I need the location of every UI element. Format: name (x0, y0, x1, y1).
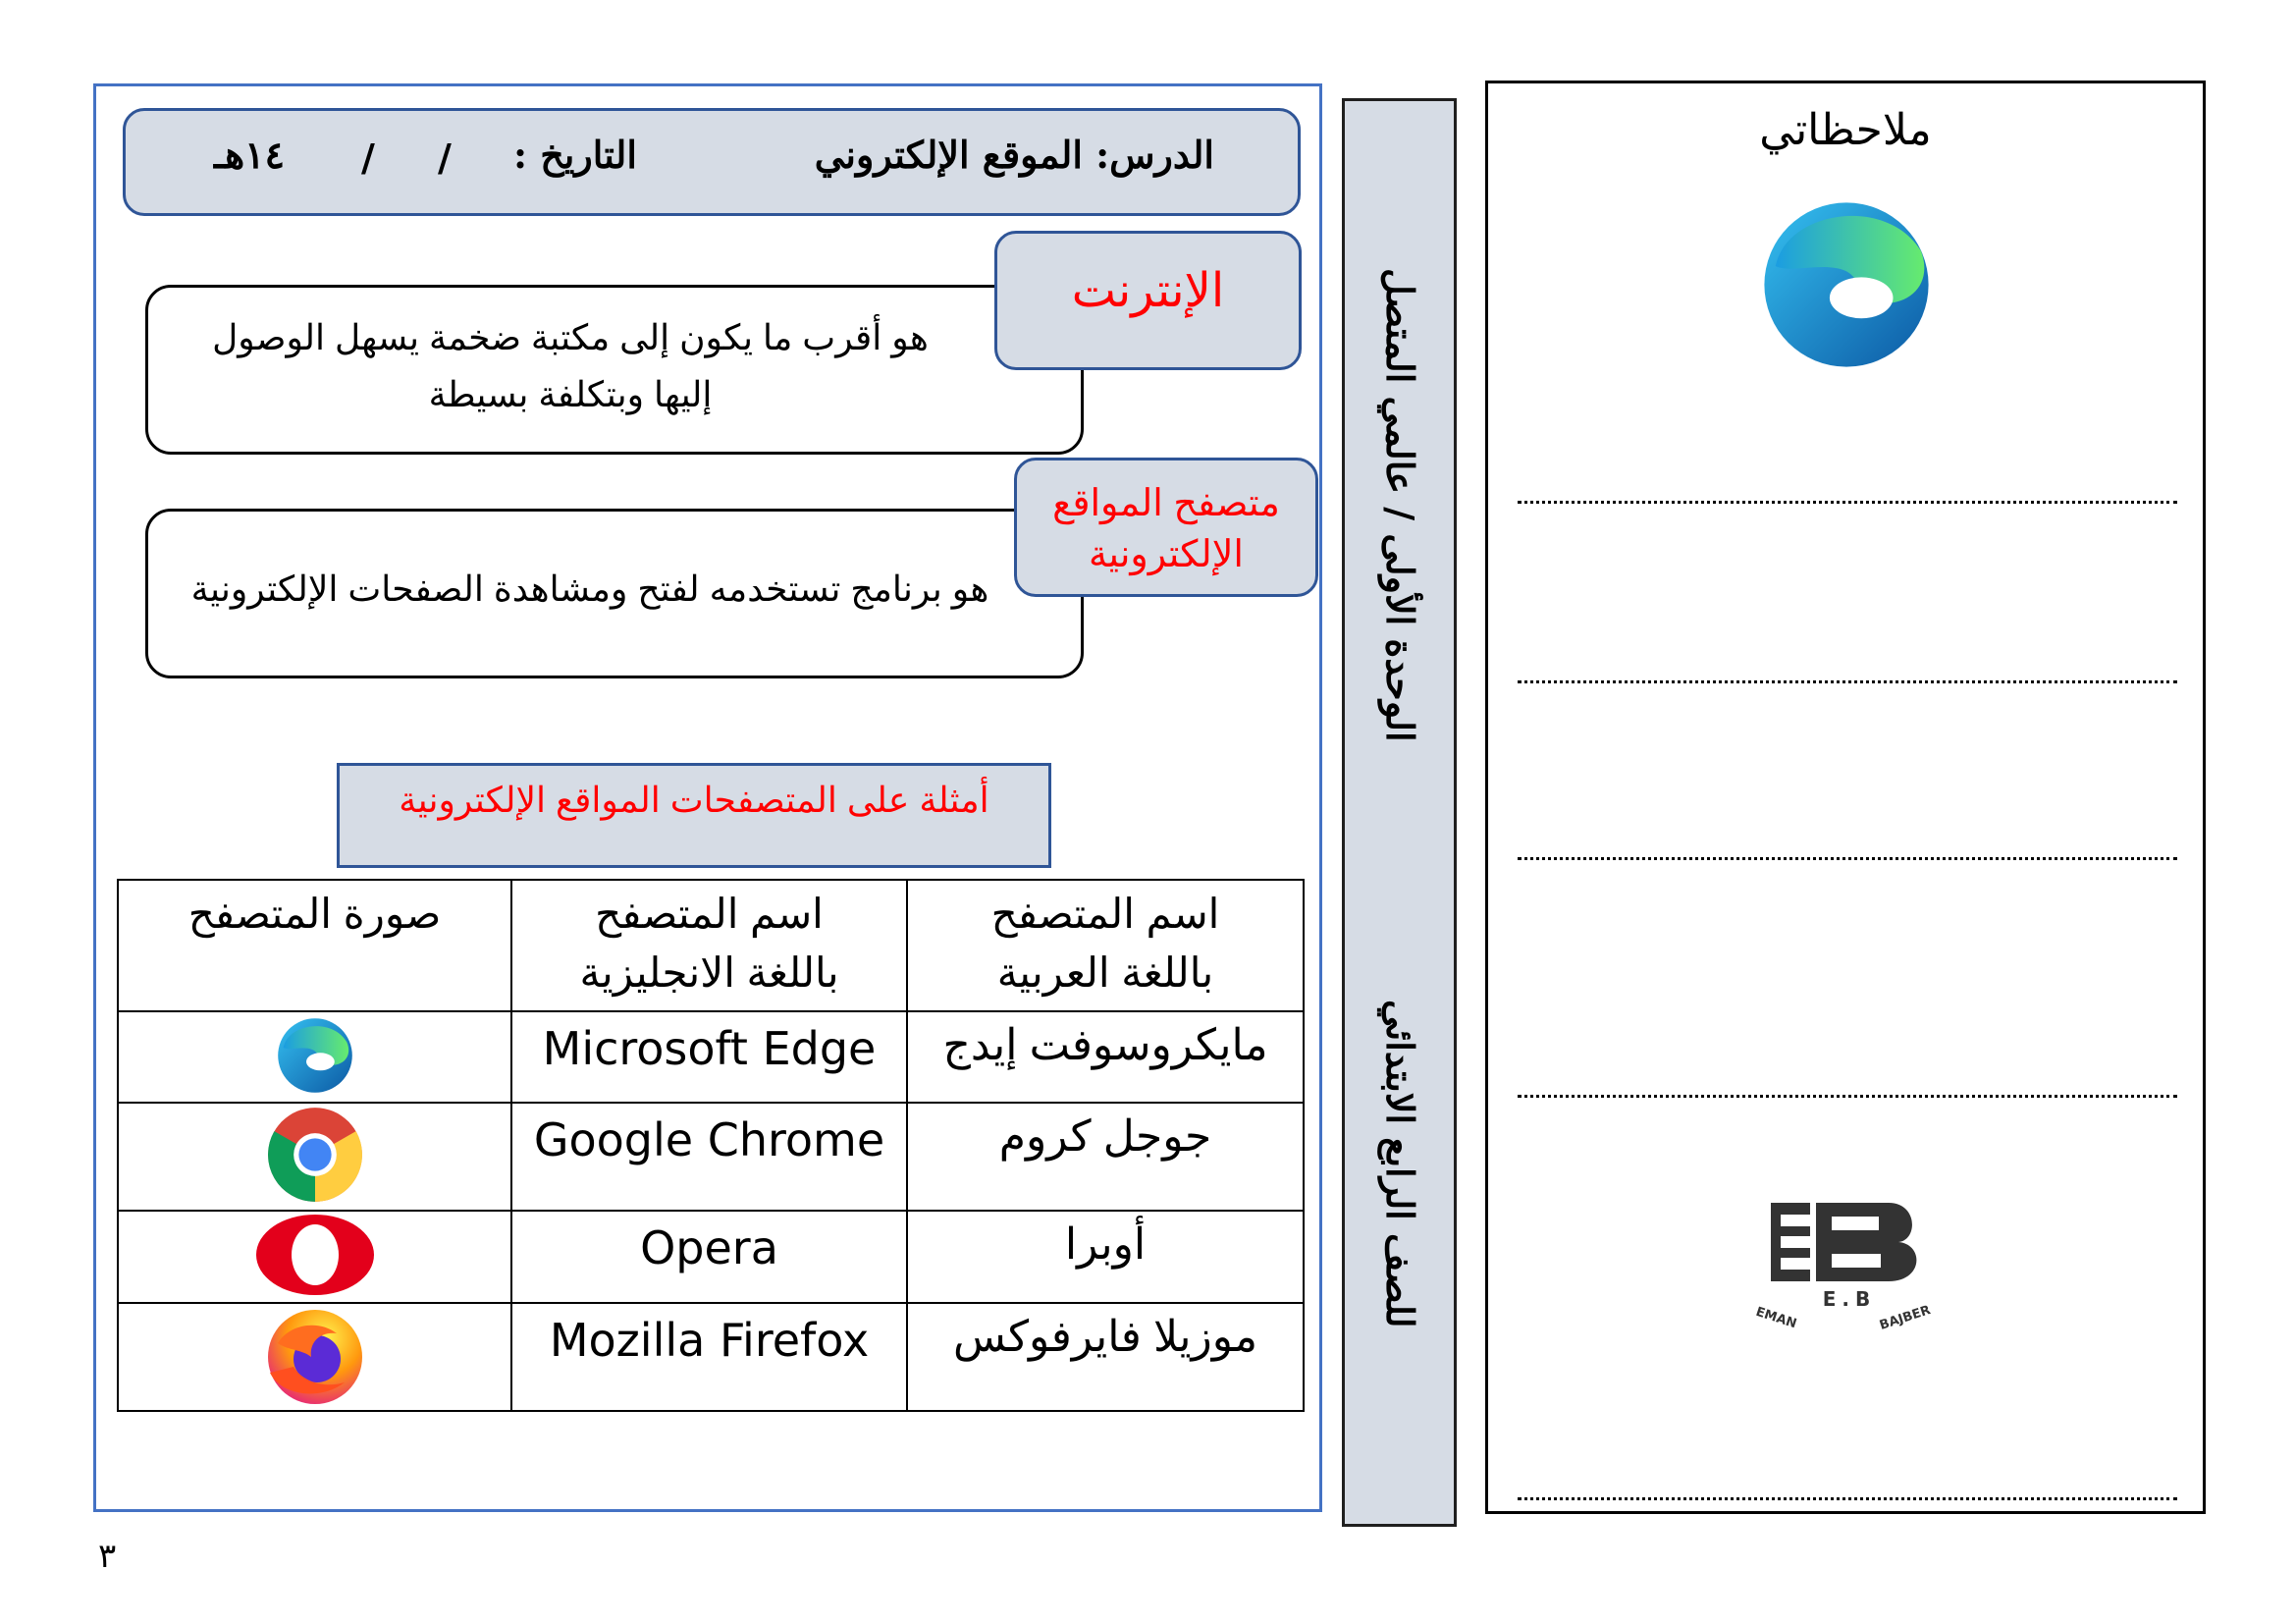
internet-definition-line: إليها وبتكلفة بسيطة (428, 374, 713, 414)
firefox-icon (250, 1304, 380, 1406)
note-line (1518, 501, 2177, 504)
internet-term: الإنترنت (1071, 265, 1225, 317)
browser-arabic-name: جوجل كروم (907, 1103, 1304, 1211)
header-text: اسم المتصفح (595, 891, 824, 937)
browser-english-name: Mozilla Firefox (511, 1303, 907, 1411)
date-label: التاريخ : (513, 133, 637, 177)
table-row (118, 1011, 1304, 1103)
browser-image-cell (118, 1211, 511, 1303)
page-number: ٣ (98, 1537, 117, 1576)
browser-arabic-name: مايكروسوفت إيدج (907, 1011, 1304, 1103)
header-text: اسم المتصفح (990, 891, 1220, 937)
table-row (118, 1303, 1304, 1411)
unit-title: الوحدة الأولى / عالمي المتصل (1378, 268, 1422, 742)
header-browser-image (118, 880, 511, 1011)
note-line (1518, 857, 2177, 860)
lesson-title: الدرس: الموقع الإلكتروني (814, 133, 1214, 177)
edge-icon (271, 1015, 359, 1096)
unit-banner (1342, 98, 1457, 1527)
logo-left-word: EMAN (1753, 1304, 1799, 1332)
note-line (1518, 1497, 2177, 1500)
browser-term-line: متصفح المواقع (1052, 483, 1280, 524)
browsers-table (117, 879, 1305, 1412)
table-header-row (118, 880, 1304, 1011)
internet-definition-line: هو أقرب ما يكون إلى مكتبة ضخمة يسهل الوصول (212, 317, 929, 357)
browser-english-name: Google Chrome (511, 1103, 907, 1211)
lesson-header (123, 108, 1301, 216)
note-line (1518, 680, 2177, 683)
notes-title: ملاحظاتي (1759, 106, 1932, 154)
header-text: باللغة العربية (996, 949, 1214, 996)
header-text: صورة المتصفح (187, 891, 442, 937)
chrome-icon (264, 1104, 366, 1206)
year-suffix: ١٤هـ (214, 133, 285, 177)
eb-logo-icon (1761, 1193, 1938, 1291)
opera-icon (254, 1213, 376, 1297)
table-row (118, 1103, 1304, 1211)
header-arabic-name (907, 880, 1304, 1011)
browser-image-cell (118, 1303, 511, 1411)
grade-title: للصف الرابع الابتدائي (1378, 1000, 1422, 1328)
edge-logo-icon (1753, 191, 1940, 378)
header-english-name (511, 880, 907, 1011)
browser-image-cell (118, 1103, 511, 1211)
browser-english-name: Microsoft Edge (511, 1011, 907, 1103)
header-text: باللغة الانجليزية (579, 949, 839, 996)
author-logo (1753, 1193, 1938, 1335)
examples-title: أمثلة على المتصفحات المواقع الإلكترونية (337, 763, 1051, 868)
browser-arabic-name: أوبرا (907, 1211, 1304, 1303)
internet-term-box (994, 231, 1302, 370)
logo-letters: E.B (1822, 1287, 1877, 1311)
note-line (1518, 1095, 2177, 1098)
date-separator: / (361, 136, 375, 180)
internet-definition-box (145, 285, 1084, 455)
browser-term-box (1014, 458, 1318, 597)
browser-image-cell (118, 1011, 511, 1103)
table-row (118, 1211, 1304, 1303)
browser-definition: هو برنامج تستخدمه لفتح ومشاهدة الصفحات الإلكترونية (190, 568, 989, 609)
logo-right-word: BAJBER (1877, 1303, 1933, 1333)
browser-definition-box (145, 509, 1084, 678)
browser-term-line: الإلكترونية (1089, 534, 1244, 575)
browser-english-name: Opera (511, 1211, 907, 1303)
browser-arabic-name: موزيلا فايرفوكس (907, 1303, 1304, 1411)
date-separator: / (438, 136, 452, 180)
notes-panel (1485, 81, 2206, 1514)
